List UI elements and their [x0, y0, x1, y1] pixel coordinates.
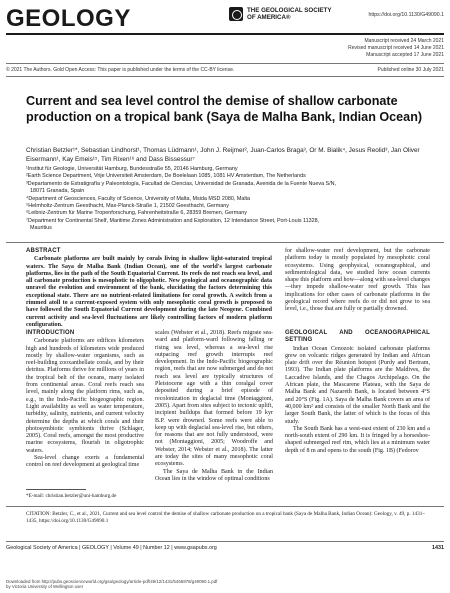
- citation-text: CITATION: Betzler, C., et al., 2021, Current and sea level control the demise of shallow carbonate production on a tropical bank (Saya de Malha Bank, Indian Ocean): Geology, v. 49, p. 1431–1435, https://doi.org/10.1130/G49090.1: [26, 511, 425, 524]
- footer-divider: [6, 541, 444, 542]
- affiliation: ²Earth Science Department, Vrije Universiteit Amsterdam, De Boelelaan 1085, 1081 HV Amsterdam, The Netherlands: [26, 173, 306, 180]
- body-paragraph: Indian Ocean Cenozoic isolated carbonate platforms grew on volcanic ridges generated by Indian and African plate drift over the Réunion hotspot (Purdy and Bertram, 1993). The Indian plate platforms are the Maldives, the Laccadive Islands, and the Chagos Archipelago. On the African plate, the Mascarene Plateau, with the Saya de Malha Bank and Nazareth Bank, is located between 4°S and 20°S (Fig. 1A). Saya de Malha Bank covers an area of 40,000 km² and consists of the smaller North Bank and the larger South Bank, the latter of which is the focus of this study.: [285, 345, 430, 425]
- affiliation: ⁴Department of Geosciences, Faculty of Science, University of Malta, Msida MSD 2080, Malta: [26, 195, 251, 202]
- article-title: Current and sea level control the demise of shallow carbonate production on a tropical bank (Saya de Malha Bank, Indian Ocean): [26, 94, 423, 124]
- abstract-section: [26, 248, 272, 329]
- affiliation-list: [26, 166, 430, 233]
- affiliation: ⁷Department for Continental Shelf, Maritime Zones Administration and Exploration, 12 Intendance Street, Port-Louis 11328,: [26, 217, 320, 224]
- affiliation: 18071 Granada, Spain: [30, 188, 85, 195]
- abstract-text: Carbonate platforms are built mainly by corals living in shallow light-saturated tropical waters. The Saya de Malha Bank (Indian Ocean), one of the world's largest carbonate platforms, lies in the path of the South Equatorial Current. Its reefs do not reach sea level, and all carbonate production is mesophotic to oligophotic. New geological and oceanographic data unravel the evolution and environment of the bank, elucidating the factors determining this exceptional state. There are no nutrient-related limitations for coral growth. A switch from a rimmed atoll to a current-exposed system with only mesophotic coral growth is proposed to have followed the South Equatorial Current development during the late Neogene. Combined current activity and sea-level fluctuations are likely controlling factors of modern platform configuration.: [26, 256, 272, 328]
- published-date: Published online 30 July 2021: [377, 67, 444, 73]
- gsa-emblem-icon: [229, 7, 243, 21]
- corresponding-email[interactable]: *E-mail: christian.betzler@uni-hamburg.de: [26, 493, 117, 499]
- citation-divider: [6, 506, 444, 507]
- download-stamp: [6, 579, 217, 590]
- affiliation: Mauritius: [30, 225, 52, 232]
- affiliation: ¹Institut für Geologie, Universität Hamburg, Bundesstraße 55, 20146 Hamburg, Germany: [26, 166, 238, 172]
- section-divider: [6, 242, 444, 243]
- setting-section: [285, 330, 430, 455]
- page-footer: [6, 545, 444, 551]
- footer-journal-info: Geological Society of America | GEOLOGY | Volume 49 | Number 12 | www.gsapubs.org: [6, 545, 217, 551]
- download-url[interactable]: Downloaded from http://pubs.geoscienceworld.org/gsa/geology/article-pdf/49/12/1431/5465978/g49090.1.pdf: [6, 579, 218, 584]
- abstract-heading: ABSTRACT: [26, 248, 61, 254]
- author-list: Christian Betzler¹*, Sebastian Lindhorst¹, Thomas Lüdmann¹, John J. Reijmer², Juan-Carlos Braga³, Or M. Bialik⁴, Jesus Reolid³, Jan Oliver Eisermann¹, Kay Emeis¹⁵, Tim Rixen¹⁶ and Dass Bissessur⁷: [26, 147, 420, 163]
- body-paragraph: The Saya de Malha Bank in the Indian Ocean lies in the window of optimal conditions: [155, 468, 273, 482]
- license-text: © 2021 The Authors. Gold Open Access: This paper is published under the terms of the CC-BY license.: [6, 67, 235, 73]
- license-divider-top: [6, 63, 444, 64]
- license-divider-bottom: [6, 76, 444, 77]
- body-paragraph: Sea-level change exerts a fundamental control on reef development at geological time: [26, 455, 144, 469]
- setting-heading: GEOLOGICAL AND OCEANOGRAPHICAL SETTING: [285, 330, 430, 344]
- affiliation: ³Departamento de Estratigrafía y Paleontología, Facultad de Ciencias, Universidad de Granada, Avenida de la Fuente Nueva S/N,: [26, 180, 337, 187]
- introduction-section: [26, 330, 144, 470]
- publisher-logo: [229, 7, 331, 21]
- publisher-line-1: THE GEOLOGICAL SOCIETY: [247, 7, 332, 14]
- manuscript-dates: [348, 38, 444, 59]
- footnote-divider: [26, 489, 86, 490]
- header-divider: [6, 33, 444, 35]
- accepted-date: Manuscript accepted 17 June 2021: [366, 52, 444, 58]
- right-column-top: [285, 248, 430, 314]
- body-paragraph: scales (Webster et al., 2018). Reefs migrate sea-ward and platform-ward following falling or rising sea level, whereas a sea-level rise outpacing reef growth interrupts reef development. In the Indo-Pacific biogeographic region, reefs that are now submerged and do not reach sea level are typically structures of Pleistocene age with a thin coralgal cover deposited during a brief episode of recolonization in deglacial time (Montaggioni, 2005). Apart from sites subject to tectonic uplift, incipient buildups that formed before 19 kyr B.P. were drowned. Some reefs were able to keep up with deglacial sea-level rise, but others, for reasons that are not fully understood, were not (Montaggioni, 2005; Woodroffe and Webster, 2014; Webster et al., 2018). The latter are today the sites of many mesophotic coral ecosystems.: [155, 330, 273, 468]
- body-paragraph: Carbonate platforms are edifices kilometers high and hundreds of kilometers wide produced mostly by shallow-water organisms, such as reef-building zooxanthellate corals, and by their detritus. Platforms thrive for millions of years in the tropical belt of the oceans, many isolated from continental areas. Coral reefs reach sea level, mainly along the platform rims, such as, e.g., in the Indo-Pacific biogeographic region. Light availability as well as water temperature, turbidity, salinity, nutrients, and current velocity determine the depths at which corals and their photosymbiotic symbionts thrive (Schlager, 2005). Coral reefs, amongst the most productive marine ecosystems, flourish in oligotrophic waters.: [26, 338, 144, 454]
- revised-date: Revised manuscript received 14 June 2021: [348, 45, 444, 51]
- body-paragraph: The South Bank has a west-east extent of 230 km and a north-south extent of 290 km. It is fringed by a horseshoe-shaped submerged reef rim, which lies at a minimum water depth of 8 m and opens to the south (Fig. 1B) (Fedorov: [285, 425, 430, 454]
- affiliation: ⁵Helmholtz-Zentrum Geesthacht, Max-Planck-Straße 1, 21502 Geesthacht, Germany: [26, 203, 229, 210]
- affiliation: ⁶Leibniz-Zentrum für Marine Tropenforschung, Fahrenheitstraße 6, 28359 Bremen, Germany: [26, 210, 247, 217]
- download-user: by Victoria University of Wellington user: [6, 584, 84, 590]
- publisher-line-2: OF AMERICA®: [247, 14, 291, 21]
- middle-column: [155, 330, 273, 483]
- doi-link[interactable]: https://doi.org/10.1130/G49090.1: [368, 12, 444, 18]
- body-paragraph: for shallow-water reef development, but the carbonate platform today is mostly populated by mesophotic coral ecosystems. Using geophysical, oceanographical, and sedimentological data, we studied how ocean currents shape this platform and how—along with sea-level changes—they impede shallow-water reef growth. This has implications for other cases of carbonate platforms in the geological record where reefs do or did not grow to sea level, i.e., those that are fully or partially drowned.: [285, 248, 430, 313]
- page-number: 1431: [432, 545, 444, 551]
- journal-logo: GEOLOGY: [6, 5, 131, 32]
- received-date: Manuscript received 24 March 2021: [364, 38, 444, 44]
- introduction-heading: INTRODUCTION: [26, 330, 75, 336]
